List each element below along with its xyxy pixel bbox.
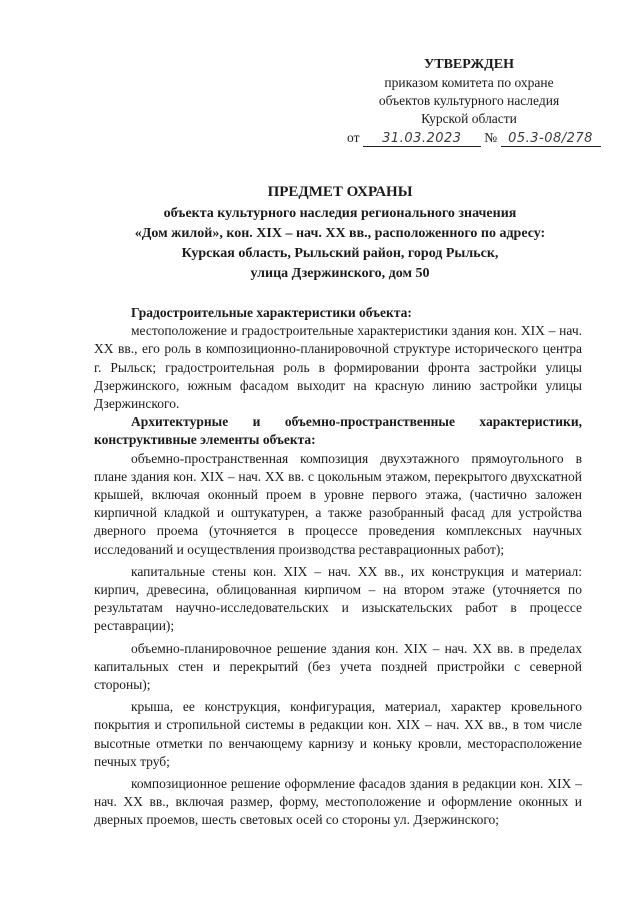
item-facades: композиционное решение оформление фасадов здания в редакции кон. XIX – нач. XX вв., включая размер, форму, местоположение и оформление оконных и дверных проемов, шесть световых осей со стороны ул. Дзержинского; bbox=[94, 776, 582, 828]
approval-date-number-line bbox=[347, 130, 601, 147]
approval-line-1: приказом комитета по охране bbox=[384, 75, 554, 90]
heading-line-3: Курская область, Рыльский район, город Рыльск, bbox=[181, 246, 499, 261]
heading-line-2: «Дом жилой», кон. XIX – нач. XX вв., расположенного по адресу: bbox=[134, 226, 546, 241]
approval-block bbox=[338, 56, 600, 128]
number-label: № bbox=[484, 130, 498, 145]
date-field bbox=[363, 131, 481, 147]
approval-line-2: объектов культурного наследия bbox=[378, 93, 560, 108]
document-heading bbox=[80, 182, 600, 284]
heading-line-1: объекта культурного наследия регионального значения bbox=[163, 206, 517, 221]
from-label: от bbox=[347, 130, 360, 145]
section-1-text: местоположение и градостроительные характеристики здания кон. XIX – нач. XX вв., его роль в композиционно-планировочной структуре исторического центра г. Рыльск; градостроительная роль в формировании фронта застройки улицы Дзержинского, южным фасадом выходит на красную линию застройки улицы Дзержинского. bbox=[94, 323, 582, 412]
item-volume-composition: объемно-пространственная композиция двухэтажного прямоугольного в плане здания кон. XIX – нач. XX вв. с цокольным этажом, перекрытого двухскатной крышей, включая оконный проем в уровне первого этажа, (частично заложен кирпичной кладкой и оштукатурен, а также разобранный фасад для устройства дверного проема (уточняется в процессе проведения комплексных научных исследований и осуществления производства реставрационных работ); bbox=[94, 450, 582, 557]
heading-title: ПРЕДМЕТ ОХРАНЫ bbox=[267, 184, 413, 200]
approval-title: УТВЕРЖДЕН bbox=[423, 57, 515, 72]
handwritten-date: 31.03.2023 bbox=[382, 131, 462, 146]
section-1-title: Градостроительные характеристики объекта: bbox=[131, 305, 412, 320]
handwritten-number: 05.3-08/278 bbox=[508, 131, 593, 146]
approval-line-3: Курской области bbox=[421, 111, 517, 126]
heading-line-4: улица Дзержинского, дом 50 bbox=[250, 266, 430, 281]
number-field bbox=[501, 131, 601, 147]
item-planning-solution: объемно-планировочное решение здания кон. XIX – нач. XX вв. в пределах капитальных стен и перекрытий (без учета поздней пристройки с северной стороны); bbox=[94, 640, 582, 693]
item-roof: крыша, ее конструкция, конфигурация, материал, характер кровельного покрытия и стропильной системы в редакции кон. XIX – нач. XX вв., в том числе высотные отметки по венчающему карнизу и коньку кровли, месторасположение печных труб; bbox=[94, 699, 582, 769]
item-capital-walls: капитальные стены кон. XIX – нач. XX вв., их конструкция и материал: кирпич, древесина, облицованная кирпичом – на втором этаже (уточняется по результатам научно-исследовательских и изыскательских работ в процессе реставрации); bbox=[94, 563, 582, 634]
document-body bbox=[94, 304, 582, 830]
section-2-title: Архитектурные и объемно-пространственные характеристики, конструктивные элементы объекта: bbox=[94, 414, 582, 448]
